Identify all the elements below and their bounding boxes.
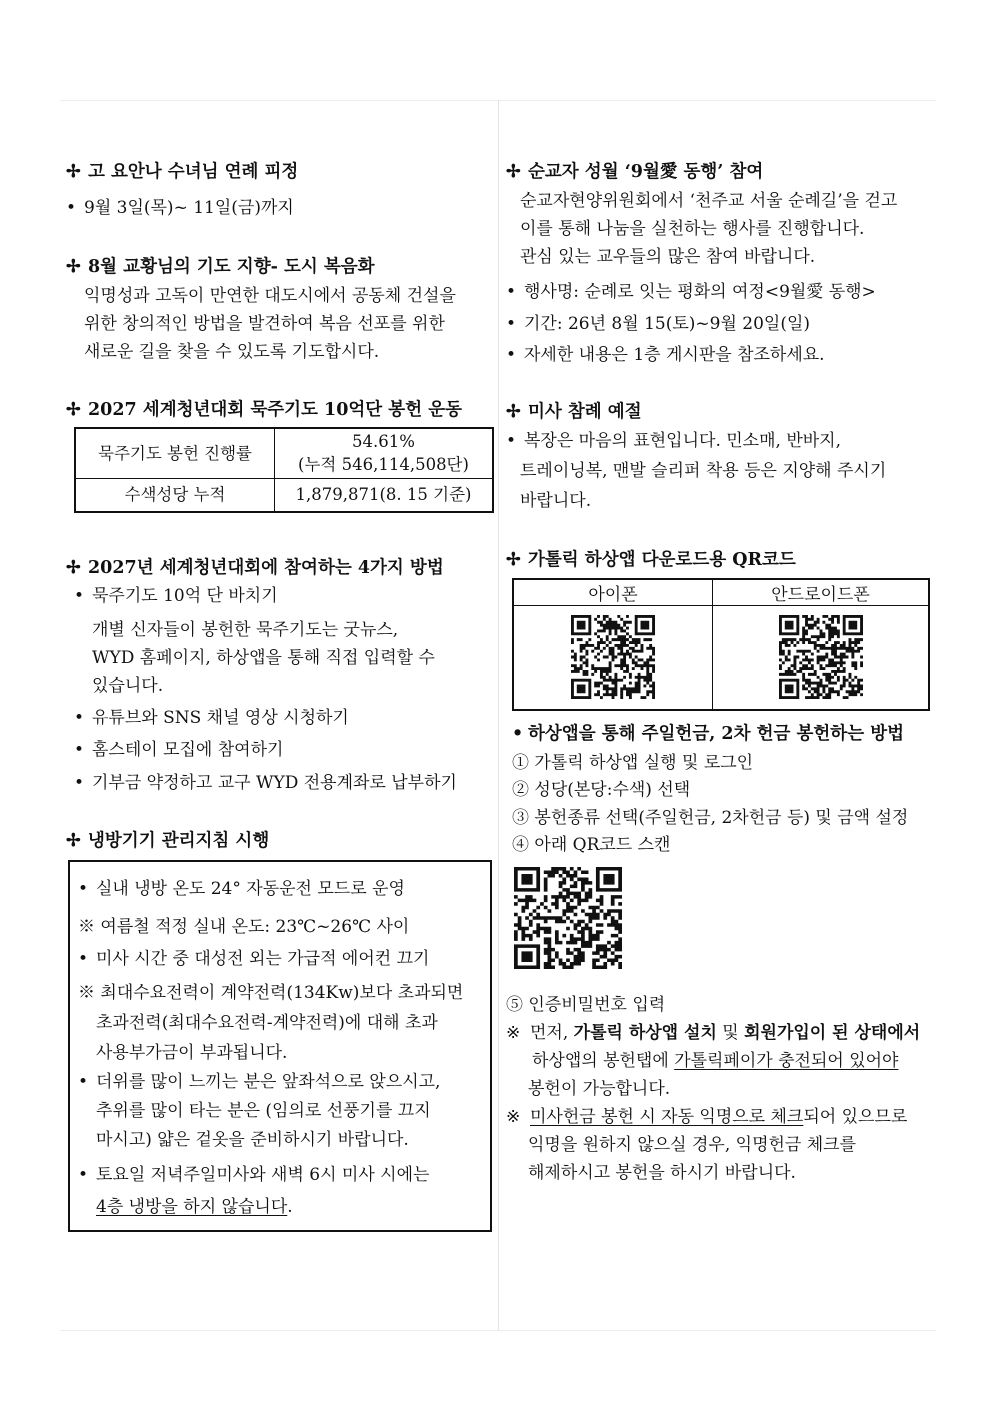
offering-note-1-cont: 봉헌이 가능합니다. xyxy=(528,1079,671,1099)
intention-line: 익명성과 고독이 만연한 대도시에서 공동체 건설을 xyxy=(84,286,456,306)
event-name: • 행사명: 순례로 잇는 평화의 여정<9월愛 동행> xyxy=(506,280,876,304)
cross-icon: ✢ xyxy=(66,162,81,182)
section-heading-qr: ✢ 가톨릭 하상앱 다운로드용 QR코드 xyxy=(506,550,796,570)
iphone-qr-code-icon[interactable] xyxy=(571,615,655,699)
section-heading-cooling: ✢ 냉방기기 관리지침 시행 xyxy=(66,831,270,851)
wyd-way-item: • 기부금 약정하고 교구 WYD 전용계좌로 납부하기 xyxy=(74,771,457,795)
wyd-way-item: • 유튜브와 SNS 채널 영상 시청하기 xyxy=(74,706,349,730)
progress-percent: 54.61% xyxy=(352,432,415,452)
section-heading-pope-intention: ✢ 8월 교황님의 기도 지향- 도시 복음화 xyxy=(66,257,375,277)
etiquette-line: • 복장은 마음의 표현입니다. 민소매, 반바지, xyxy=(506,429,841,453)
offering-qr-code-icon[interactable] xyxy=(514,867,622,969)
cooling-item: • 토요일 저녁주일미사와 새벽 6시 미사 시에는 xyxy=(78,1163,429,1187)
offering-note-2-cont: 해제하시고 봉헌을 하시기 바랍니다. xyxy=(528,1163,796,1183)
offering-note-2-cont: 익명을 원하지 않으실 경우, 익명헌금 체크를 xyxy=(528,1135,857,1155)
offering-note-1-cont: 하상앱의 봉헌탭에 가톨릭페이가 충전되어 있어야 xyxy=(532,1051,899,1071)
wyd-way-desc: 개별 신자들이 봉헌한 묵주기도는 굿뉴스, xyxy=(92,620,399,640)
qr-modules xyxy=(571,615,655,699)
cooling-item-cont: 마시고) 얇은 겉옷을 준비하시기 바랍니다. xyxy=(96,1130,409,1150)
cooling-note: 사용부가금이 부과됩니다. xyxy=(96,1043,288,1063)
android-qr-code-icon[interactable] xyxy=(779,615,863,699)
intention-line: 새로운 길을 찾을 수 있도록 기도합시다. xyxy=(84,342,380,362)
offering-heading: • 하상앱을 통해 주일헌금, 2차 헌금 봉헌하는 방법 xyxy=(512,724,905,744)
offering-note-2: ※ 미사헌금 봉헌 시 자동 익명으로 체크되어 있으므로 xyxy=(506,1107,908,1127)
section-heading-rosary: ✢ 2027 세계청년대회 묵주기도 10억단 봉헌 운동 xyxy=(66,400,463,420)
wyd-way-desc: WYD 홈페이지, 하상앱을 통해 직접 입력할 수 xyxy=(92,648,435,668)
offering-qr-cell[interactable] xyxy=(514,867,622,969)
martyrs-line: 이를 통해 나눔을 실천하는 행사를 진행합니다. xyxy=(520,219,865,239)
progress-label: 묵주기도 봉헌 진행률 xyxy=(75,428,275,478)
cooling-item-cont: 4층 냉방을 하지 않습니다. xyxy=(96,1197,293,1217)
cross-icon: ✢ xyxy=(66,558,81,578)
offering-step: ② 성당(본당:수색) 선택 xyxy=(512,780,691,800)
cooling-note: ※ 최대수요전력이 계약전력(134Kw)보다 초과되면 xyxy=(78,983,464,1003)
cross-icon: ✢ xyxy=(66,831,81,851)
offering-note-1: ※ 먼저, 가톨릭 하상앱 설치 및 회원가입이 된 상태에서 xyxy=(506,1023,921,1043)
intention-line: 위한 창의적인 방법을 발견하여 복음 선포를 위한 xyxy=(84,314,445,334)
rosary-progress-table xyxy=(74,427,494,513)
event-period: • 기간: 26년 8월 15(토)~9월 20일(일) xyxy=(506,312,810,336)
offering-step: ⑤ 인증비밀번호 입력 xyxy=(506,995,666,1015)
cooling-item-cont: 추위를 많이 타는 분은 (임의로 선풍기를 끄지 xyxy=(96,1101,431,1121)
offering-step: ③ 봉헌종류 선택(주일헌금, 2차헌금 등) 및 금액 설정 xyxy=(512,808,909,828)
bottom-rule xyxy=(60,1330,936,1331)
col-android: 안드로이드폰 xyxy=(713,579,930,606)
cross-icon: ✢ xyxy=(506,162,521,182)
section-heading-wyd-ways: ✢ 2027년 세계청년대회에 참여하는 4가지 방법 xyxy=(66,558,444,578)
progress-value xyxy=(275,428,494,478)
cross-icon: ✢ xyxy=(506,402,521,422)
col-iphone: 아이폰 xyxy=(513,579,713,606)
wyd-way-desc: 있습니다. xyxy=(92,676,164,696)
qr-modules xyxy=(779,615,863,699)
retreat-dates: • 9월 3일(목)~ 11일(금)까지 xyxy=(66,196,294,220)
etiquette-line: 트레이닝복, 맨발 슬리퍼 착용 등은 지양해 주시기 xyxy=(520,461,887,481)
android-qr-cell[interactable] xyxy=(713,606,930,710)
section-heading-mass-etiquette: ✢ 미사 참례 예절 xyxy=(506,402,642,422)
bullet-icon: • xyxy=(512,724,524,744)
event-detail: • 자세한 내용은 1층 게시판을 참조하세요. xyxy=(506,343,825,367)
iphone-qr-cell[interactable] xyxy=(513,606,713,710)
cooling-note: ※ 여름철 적정 실내 온도: 23℃~26℃ 사이 xyxy=(78,917,410,937)
app-qr-table xyxy=(512,578,930,711)
cooling-item: • 더위를 많이 느끼는 분은 앞좌석으로 앉으시고, xyxy=(78,1070,440,1094)
parish-value: 1,879,871(8. 15 기준) xyxy=(275,478,494,512)
qr-modules xyxy=(514,867,622,969)
progress-total: (누적 546,114,508단) xyxy=(298,455,469,475)
parish-label: 수색성당 누적 xyxy=(75,478,275,512)
column-divider xyxy=(498,100,499,1330)
offering-step: ④ 아래 QR코드 스캔 xyxy=(512,835,671,855)
martyrs-line: 순교자현양위원회에서 ‘천주교 서울 순례길’을 걷고 xyxy=(520,191,898,211)
cross-icon: ✢ xyxy=(506,550,521,570)
section-heading-retreat: ✢ 고 요안나 수녀님 연례 피정 xyxy=(66,162,299,182)
cooling-item: • 실내 냉방 온도 24° 자동운전 모드로 운영 xyxy=(78,877,405,901)
offering-step: ① 가톨릭 하상앱 실행 및 로그인 xyxy=(512,753,754,773)
cooling-item: • 미사 시간 중 대성전 외는 가급적 에어컨 끄기 xyxy=(78,947,429,971)
cooling-note: 초과전력(최대수요전력-계약전력)에 대해 초과 xyxy=(96,1013,438,1033)
cross-icon: ✢ xyxy=(66,400,81,420)
section-heading-martyrs-month: ✢ 순교자 성월 ‘9월愛 동행’ 참여 xyxy=(506,162,764,182)
wyd-way-item: • 홈스테이 모집에 참여하기 xyxy=(74,738,283,762)
etiquette-line: 바랍니다. xyxy=(520,491,592,511)
martyrs-line: 관심 있는 교우들의 많은 참여 바랍니다. xyxy=(520,247,816,267)
wyd-way-item: • 묵주기도 10억 단 바치기 xyxy=(74,584,278,608)
cross-icon: ✢ xyxy=(66,257,81,277)
